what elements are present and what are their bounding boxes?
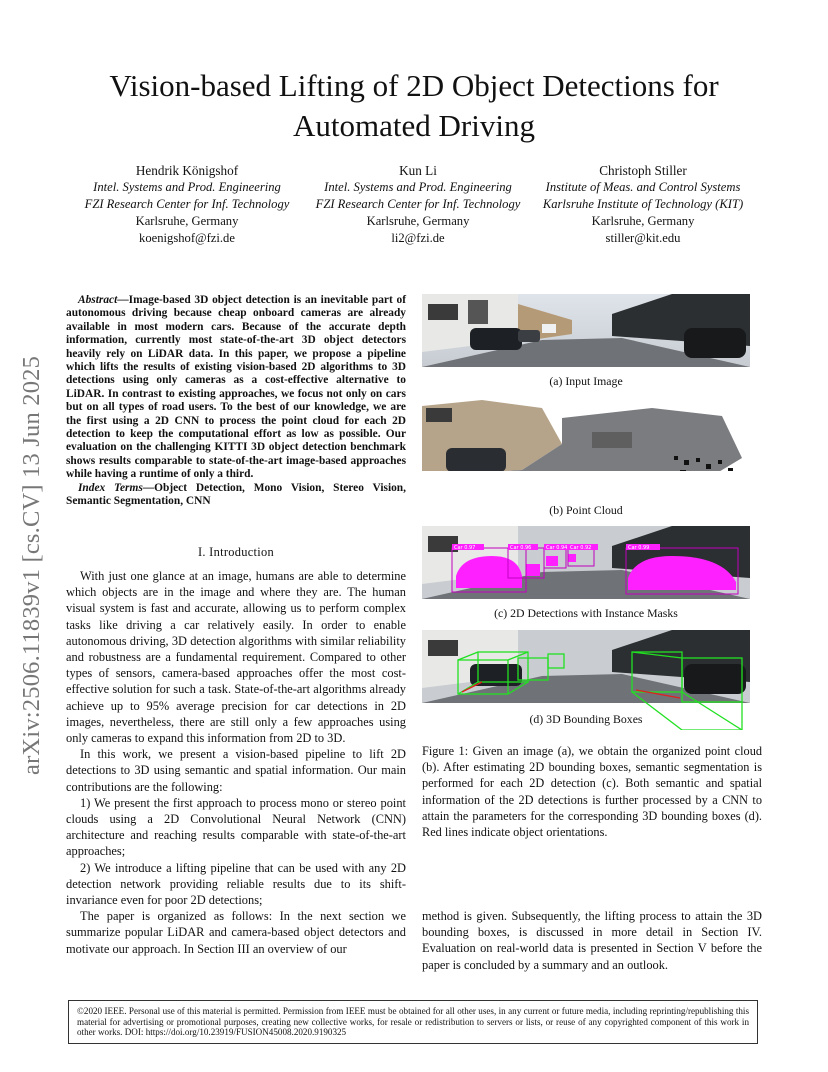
author-city: Karlsruhe, Germany (135, 214, 239, 228)
introduction-body (66, 568, 406, 957)
detection-label: Car 0.97 (454, 545, 476, 551)
right-column-body: method is given. Subsequently, the lifting process to attain the 3D bounding boxes, is discussed in more detail in Section IV. Evaluation on real-world data is presented in Section V before the paper is concluded by a summary and an outlook. (422, 909, 762, 972)
index-terms-label: Index Terms (78, 481, 143, 494)
abstract (66, 294, 406, 509)
paragraph: With just one glance at an image, humans are able to determine which objects are in the image and where they are. The human visual system is fast and accurate, allowing us to perform complex tasks like driving a car relatively easily. In order to enable autonomous driving, 3D detection algorithms with similar reliability and robustness are a fundamental requirement. Compared to other types of sensors, camera-based approaches offer the most cost-effective solution for such a task. State-of-the-art algorithms already achieve up to 95% average precision for car detections in 2D images, nevertheless, there are still only a few approaches using only cameras to expand this information from 2D to 3D. (66, 569, 406, 746)
figure-caption: Figure 1: Given an image (a), we obtain the organized point cloud (b). After estimating 2D bounding boxes, semantic segmentation is performed for each 2D detection (c). Both semantic and spatial information of the 2D detections is further processed by a CNN to attain the parameters for the corresponding 3D bounding boxes (d). Red lines indicate object orientations. (422, 744, 762, 840)
paper-title: Vision-based Lifting of 2D Object Detections for Automated Driving (109, 68, 719, 143)
subcaption-b: (b) Point Cloud (549, 503, 623, 517)
section-heading: I. Introduction (197, 545, 275, 559)
author-block-3 (522, 162, 764, 247)
paragraph: The paper is organized as follows: In the next section we summarize popular LiDAR and camera-based object detectors and motivate our approach. In Section III an overview of our (66, 909, 406, 956)
paragraph: In this work, we present a vision-based pipeline to lift 2D detections to 3D using semantic and spatial information. Our main contributions are the following: (66, 747, 406, 794)
point-cloud-image (422, 398, 750, 471)
author-name: Christoph Stiller (599, 163, 687, 178)
subcaption-d: (d) 3D Bounding Boxes (529, 712, 643, 726)
arxiv-identifier: arXiv:2506.11839v1 [cs.CV] 13 Jun 2025 (18, 355, 45, 775)
figure-1 (422, 294, 750, 724)
detections-image (422, 526, 750, 599)
author-affiliation: Intel. Systems and Prod. Engineering (324, 180, 512, 194)
author-city: Karlsruhe, Germany (591, 214, 695, 228)
author-email[interactable]: koenigshof@fzi.de (139, 231, 235, 245)
detection-label: Car 0.94 (546, 545, 568, 551)
copyright-notice: ©2020 IEEE. Personal use of this material is permitted. Permission from IEEE must be obtained for all other uses, in any current or future media, including reprinting/republishing this material for advertising or promotional purposes, creating new collective works, for resale or redistribution to servers or lists, or reuse of any copyrighted component of this work in other works. DOI: https://doi.org/10.23919/FUSION45008.2020.9190325 (68, 1000, 758, 1044)
author-name: Hendrik Königshof (135, 163, 239, 178)
detection-label: Car 0.99 (628, 545, 650, 551)
index-terms-text: —Object Detection, Mono Vision, Stereo Vision, Semantic Segmentation, CNN (66, 481, 406, 508)
paragraph: 2) We introduce a lifting pipeline that can be used with any 2D detection network providing reliable results due to its shift-invariance even for poor 2D detections; (66, 860, 406, 908)
author-block-1 (66, 162, 308, 247)
author-affiliation: Intel. Systems and Prod. Engineering (93, 180, 281, 194)
paragraph: 1) We present the first approach to process mono or stereo point clouds using a 2D Convolutional Neural Network (CNN) architecture and reaching results comparable with state-of-the-art approaches; (66, 795, 406, 859)
abstract-label: Abstract (78, 294, 118, 306)
detection-label: Car 0.96 (510, 545, 532, 551)
author-affiliation: Karlsruhe Institute of Technology (KIT) (542, 197, 744, 211)
author-affiliation: FZI Research Center for Inf. Technology (315, 197, 521, 211)
author-city: Karlsruhe, Germany (366, 214, 470, 228)
subcaption-c: (c) 2D Detections with Instance Masks (494, 606, 678, 620)
author-affiliation: FZI Research Center for Inf. Technology (84, 197, 290, 211)
author-email[interactable]: stiller@kit.edu (605, 231, 681, 245)
subcaption-a: (a) Input Image (549, 374, 623, 388)
author-block-2 (297, 162, 539, 247)
abstract-text: —Image-based 3D object detection is an inevitable part of autonomous driving because cheap onboard cameras are already available in most modern cars. Because of the accurate depth information, currently most state-of-the-art 3D object detectors heavily rely on LiDAR data. In this paper, we propose a pipeline which lifts the results of existing vision-based 2D algorithms to 3D detections using only cameras as a cost-effective alternative to LiDAR. In contrast to existing approaches, we focus not only on cars but on all types of road users. To the best of our knowledge, we are the first using a 2D CNN to process the point cloud for each 2D detection to keep the computational effort as low as possible. Our evaluation on the challenging KITTI 3D object detection benchmark shows results comparable to state-of-the-art image-based approaches while having a runtime of only a third. (66, 294, 406, 481)
detection-label: Car 0.92 (570, 545, 592, 551)
author-email[interactable]: li2@fzi.de (391, 231, 445, 245)
author-affiliation: Institute of Meas. and Control Systems (545, 180, 741, 194)
author-name: Kun Li (399, 163, 437, 178)
input-image (422, 294, 750, 367)
